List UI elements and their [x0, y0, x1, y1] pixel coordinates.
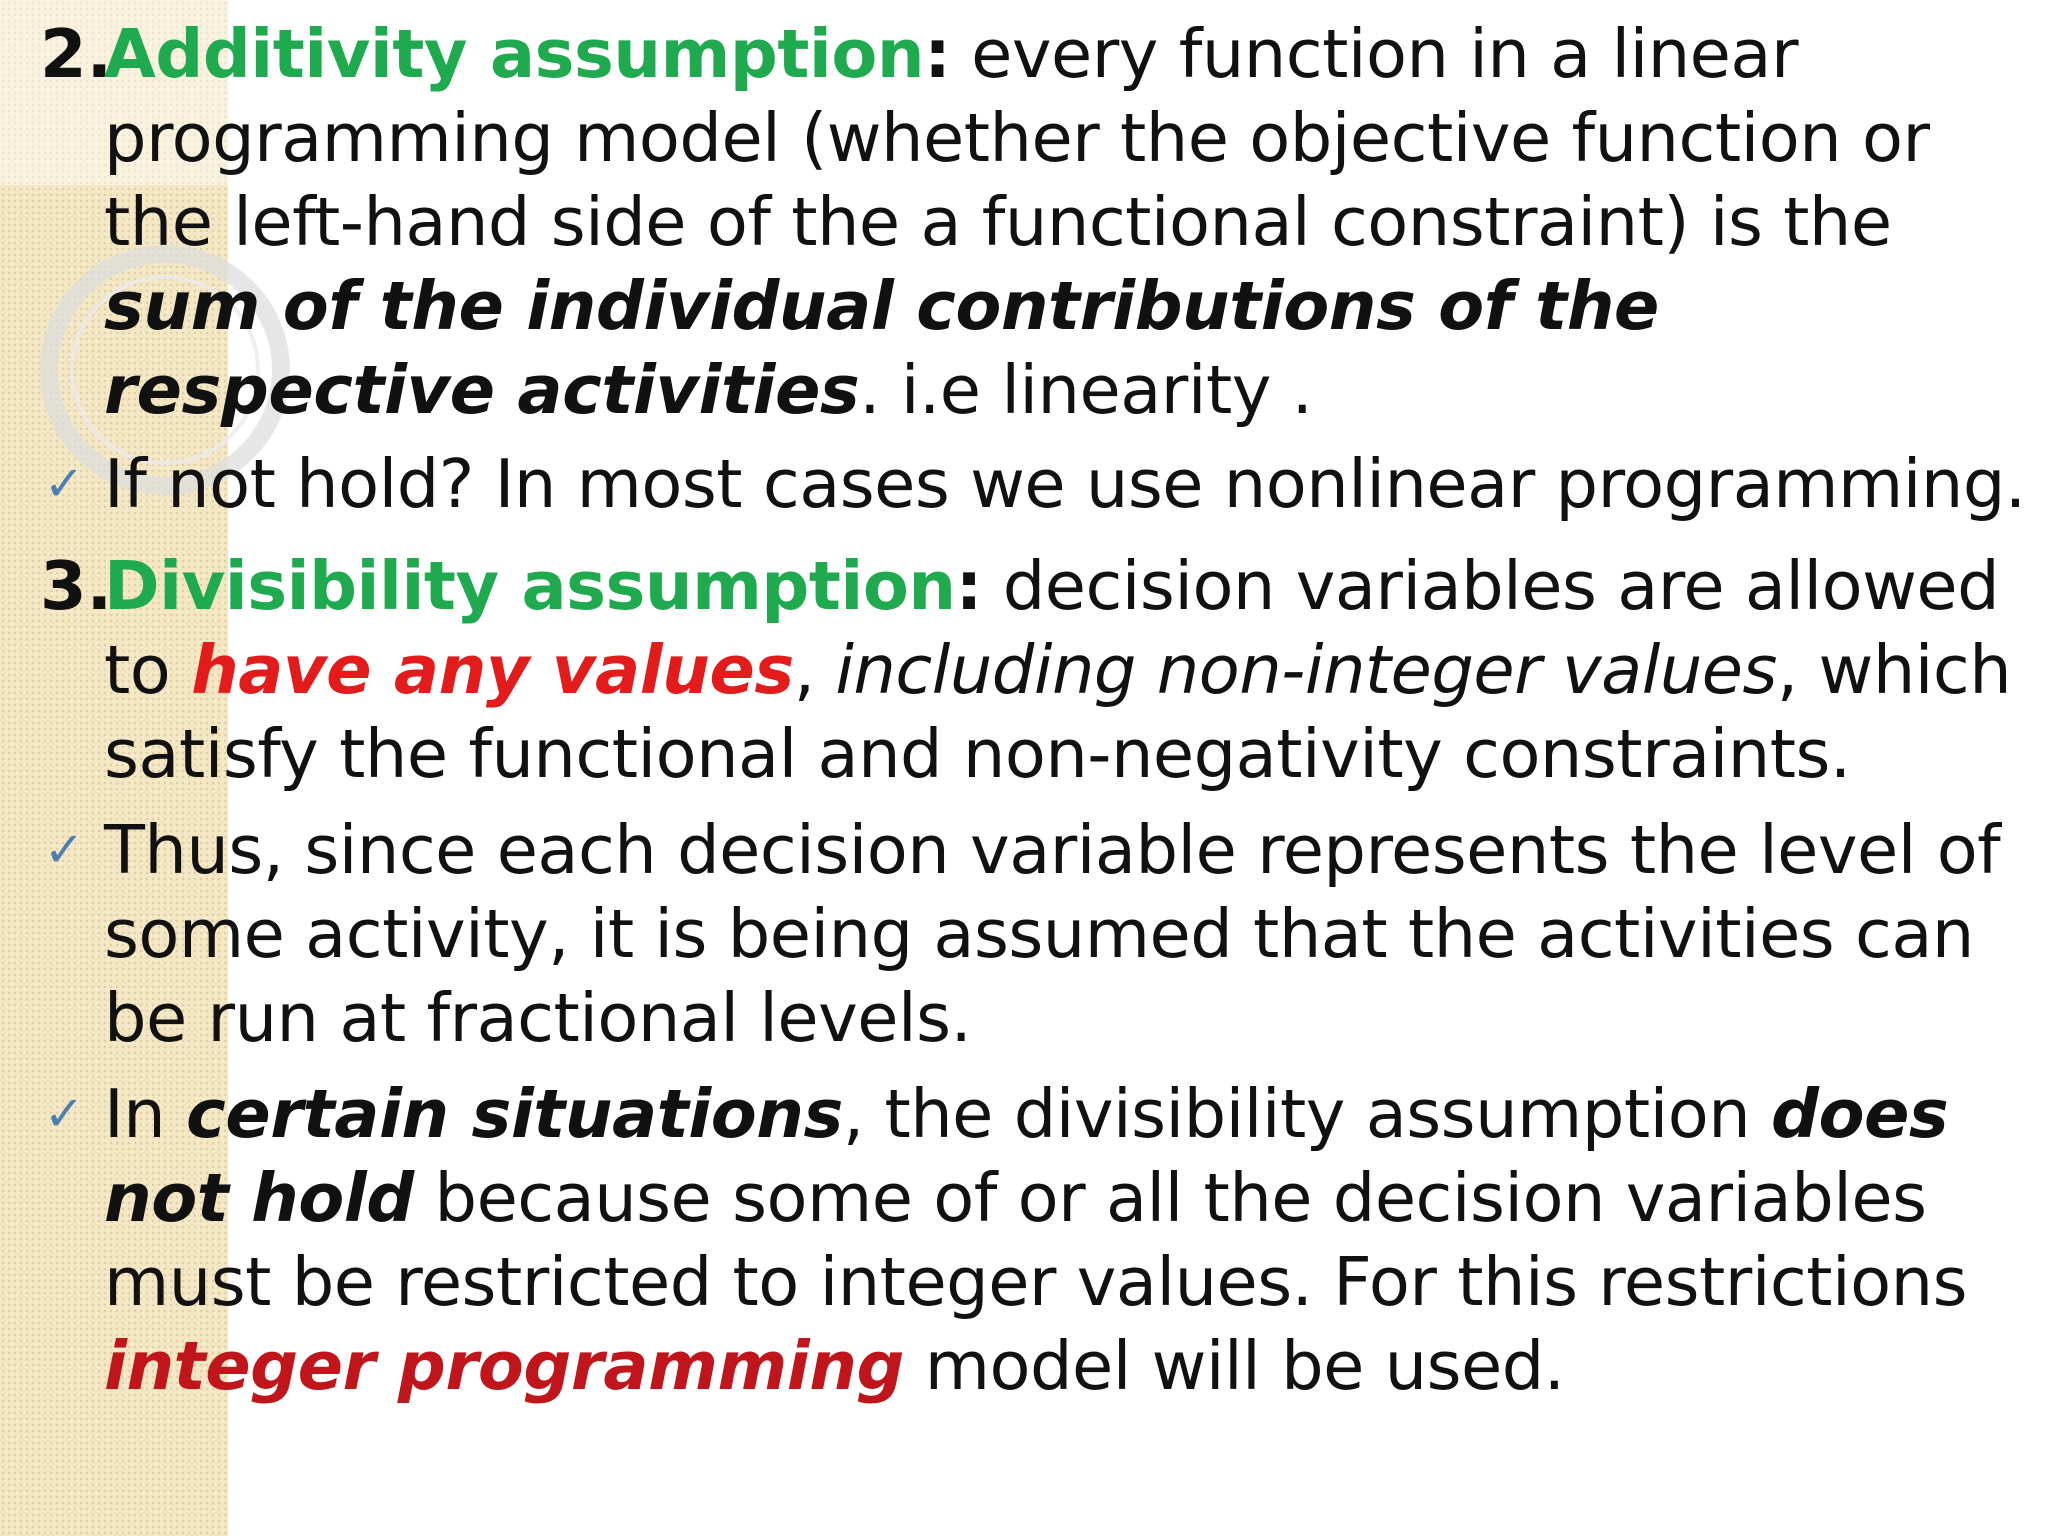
item-2-text-2: . i.e linearity .: [859, 351, 1313, 429]
check-icon: ✓: [44, 1086, 85, 1142]
item-3-red-emphasis: have any values: [191, 631, 794, 709]
item-2-number: 2.: [40, 15, 113, 93]
item-2-term: Additivity assumption: [104, 15, 925, 93]
note-3-red-emphasis: integer programming: [104, 1327, 904, 1405]
note-2-text: Thus, since each decision variable represents the level of some activity, it is being assumed that the activities can be run at fractional levels.: [104, 811, 2001, 1057]
note-3-emphasis-1: certain situations: [186, 1075, 843, 1153]
note-3-text-1: In: [104, 1075, 187, 1153]
item-3-paragraph: [104, 544, 2034, 796]
item-3-text-1: decision variables are allowed to: [104, 547, 2000, 709]
item-3-text-2: , which satisfy the functional and non-negativity constraints.: [104, 631, 2012, 793]
item-3-term: Divisibility assumption: [104, 547, 956, 625]
item-3-colon: :: [955, 547, 982, 625]
item-2-text-1: every function in a linear programming model (whether the objective function or the left-hand side of the a functional constraint) is the: [104, 15, 1930, 261]
note-3-text-4: model will be used.: [903, 1327, 1565, 1405]
note-1-text: If not hold? In most cases we use nonlinear programming.: [104, 445, 2026, 523]
item-2-paragraph: [104, 12, 2034, 432]
item-3-comma: ,: [793, 631, 815, 709]
item-2-emphasis: sum of the individual contributions of the respective activities: [104, 267, 1659, 429]
note-3-text-3: because some of or all the decision variables must be restricted to integer values. For this restrictions: [104, 1159, 1968, 1321]
note-2-paragraph: [104, 808, 2034, 1060]
note-3-emphasis-2: does not hold: [104, 1075, 1949, 1237]
check-icon: ✓: [44, 456, 85, 512]
item-2-colon: :: [924, 15, 951, 93]
note-1-paragraph: [104, 442, 2034, 526]
item-3-italic: including non-integer values: [814, 631, 1777, 709]
note-3-paragraph: [104, 1072, 2034, 1408]
note-3-text-2: , the divisibility assumption: [842, 1075, 1771, 1153]
check-icon: ✓: [44, 822, 85, 878]
item-3-number: 3.: [40, 547, 113, 625]
